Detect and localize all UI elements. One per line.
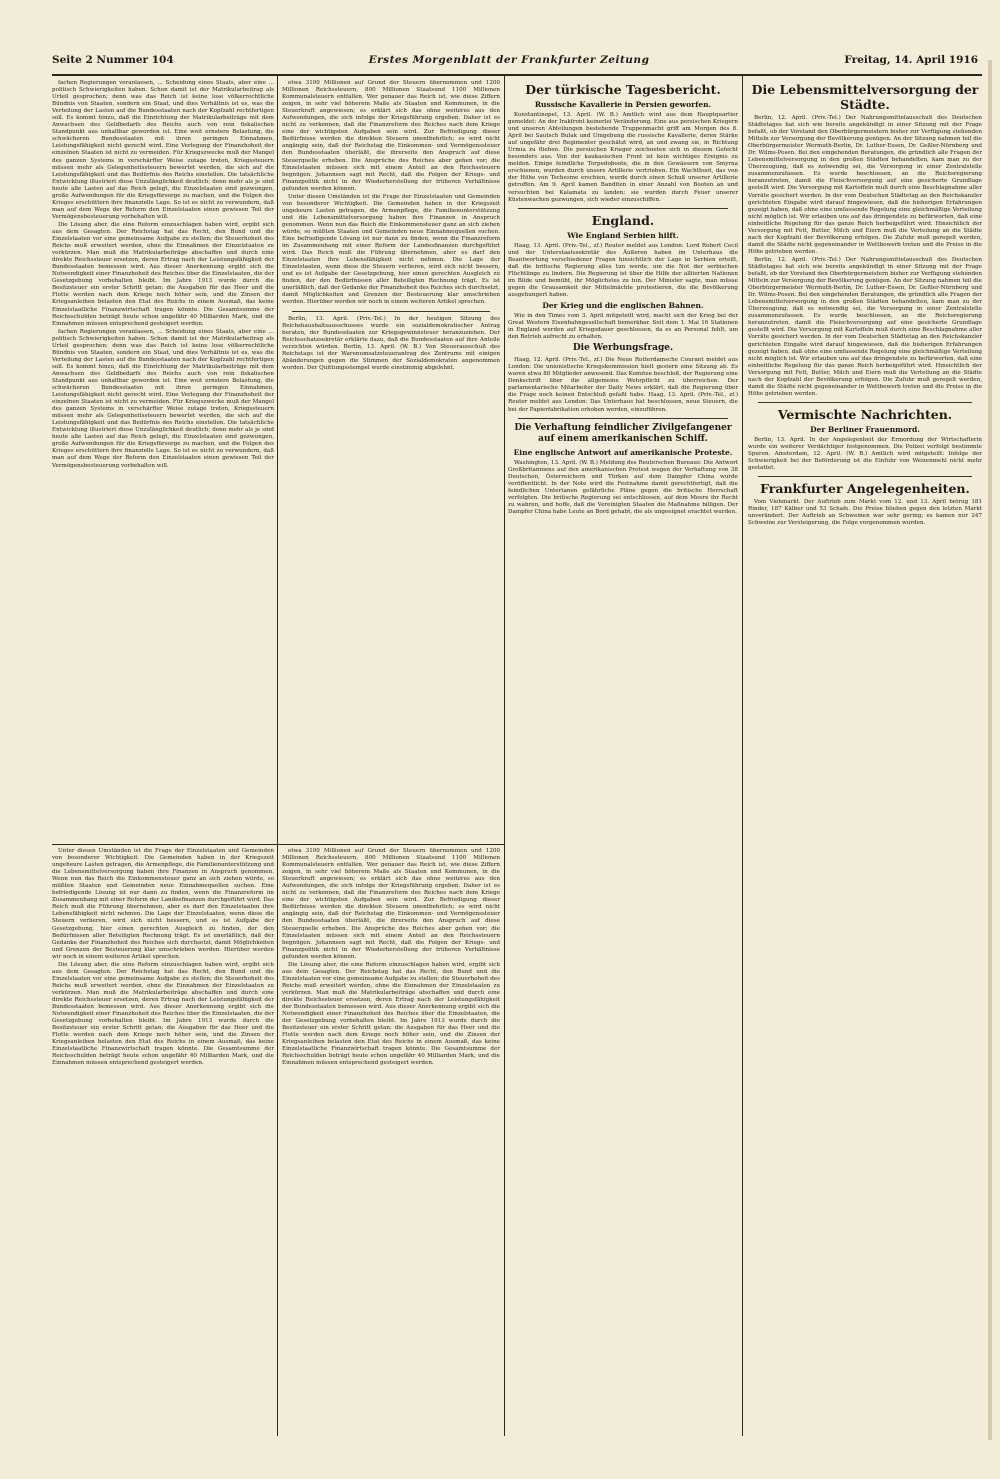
article-text: Vom Viehmarkt. Der Auftrieb zum Markt vom 12. und 13. April betrug 181 Rinder, 187 Kälber und 53 Schafe. Die Preise blieben gegen den letzten Markt unverändert. Der Auftrieb an Schweinen war sehr gering; es kamen nur 247 Schweine zur Versteigerung, die Folge vorgenommen wurden. bbox=[748, 499, 982, 527]
column-rule bbox=[742, 76, 743, 1436]
article-text: Wie in den Times vom 3. April mitgeteilt wird, macht sich der Krieg bei der Great Western Eisenbahngesellschaft bemerkbar. Seit dem 1. Mai 16 Stationen in England werden auf Kriegsdauer geschlossen, da es an Personal fehlt, um den Betrieb aufrecht zu erhalten. bbox=[508, 312, 738, 341]
headline-frankfurt: Frankfurter Angelegenheiten. bbox=[760, 481, 970, 497]
subheadline: Der Berliner Frauenmord. bbox=[810, 424, 920, 434]
headline-food-supply: Die Lebensmittelversorgung der Städte. bbox=[751, 82, 979, 112]
article-text: Berlin, 12. April. (Priv.-Tel.) Der Nahrungsmittelausschuß des Deutschen Städtetages hat sich wie bereits angekündigt in einer Sitzung mit der Frage befaßt, ob der Vorstand den Oberbürgermeistern bisher zur Verfügung stehenden Mitteln zur Versorgung der Bevölkerung genügen. An der Sitzung nahmen teil die Oberbürgermeister Wermuth-Berlin, Dr. Luther-Essen, Dr. Geßler-Nürnberg und Dr. Wilms-Posen. Bei den eingehenden Beratungen, die gründlich alle Fragen der Lebensmittelversorgung in den großen Städten behandelten, kam man zu der Überzeugung, daß es notwendig sei, die Versorgung in einer Zentralstelle zusammenzufassen. Es wurde beschlossen, an die Reichsregierung heranzutreten, damit die Fleischversorgung auf eine gesicherte Grundlage gestellt wird. Die Versorgung mit Kartoffeln muß durch eine Beschlagnahme aller Vorräte gesichert werden. In der vom Deutschen Städtetag an den Reichskanzler gerichteten Eingabe wird darauf hingewiesen, daß die bisherigen Erfahrungen gezeigt haben, daß ohne eine umfassende Regelung eine gleichmäßige Verteilung nicht möglich ist. Wir erlauben uns auf das dringendste zu befürworten, daß eine einheitliche Regelung für das ganze Reich herbeigeführt wird. Hinsichtlich der Versorgung mit Fett, Butter, Milch und Eiern muß die Verteilung an die Städte nach der Kopfzahl der Bevölkerung erfolgen. Die Zufuhr muß geregelt werden, damit die Städte nicht gegeneinander in Wettbewerb treten und die Preise in die Höhe getrieben werden. bbox=[748, 256, 982, 397]
subheadline: Russische Kavallerie in Persien geworfen. bbox=[534, 100, 712, 109]
subheadline: Wie England Serbien hilft. bbox=[567, 230, 679, 240]
column-3 bbox=[508, 80, 738, 1436]
article-text: Berlin, 12. April. (Priv.-Tel.) Der Nahrungsmittelausschuß des Deutschen Städtetages hat sich wie bereits angekündigt in einer Sitzung mit der Frage befaßt, ob der Vorstand den Oberbürgermeistern bisher zur Verfügung stehenden Mitteln zur Versorgung der Bevölkerung genügen. An der Sitzung nahmen teil die Oberbürgermeister Wermuth-Berlin, Dr. Luther-Essen, Dr. Geßler-Nürnberg und Dr. Wilms-Posen. Bei den eingehenden Beratungen, die gründlich alle Fragen der Lebensmittelversorgung in den großen Städten behandelten, kam man zu der Überzeugung, daß es notwendig sei, die Versorgung in einer Zentralstelle zusammenzufassen. Es wurde beschlossen, an die Reichsregierung heranzutreten, damit die Fleischversorgung auf eine gesicherte Grundlage gestellt wird. Die Versorgung mit Kartoffeln muß durch eine Beschlagnahme aller Vorräte gesichert werden. In der vom Deutschen Städtetag an den Reichskanzler gerichteten Eingabe wird darauf hingewiesen, daß die bisherigen Erfahrungen gezeigt haben, daß ohne eine umfassende Regelung eine gleichmäßige Verteilung nicht möglich ist. Wir erlauben uns auf das dringendste zu befürworten, daß eine einheitliche Regelung für das ganze Reich herbeigeführt wird. Hinsichtlich der Versorgung mit Fett, Butter, Milch und Eiern muß die Verteilung an die Städte nach der Kopfzahl der Bevölkerung erfolgen. Die Zufuhr muß geregelt werden, damit die Städte nicht gegeneinander in Wettbewerb treten und die Preise in die Höhe getrieben werden. bbox=[748, 115, 982, 255]
article-text: etwa 3100 Millionen auf Grund der Steuern übernommen und 1200 Millionen Reichssteuern, 800 Millionen Staatsund 1100 Millionen Kommunalsteuern entfallen. Wer genauer das Reich ist, wie diese Ziffern zeigen, in sehr viel höherem Maße als Staaten und Kommunen, in die Steuerkraft angewiesen; es erklärt sich das ohne weiteres aus den Aufwendungen, die sich infolge der Kriegsführung ergeben. Daher ist es nicht zu verkennen, daß die Finanzreform des Reiches nach dem Kriege eine der wichtigsten Aufgaben sein wird. Zur Befriedigung dieser Bedürfnisse werden die direkten Steuern unentbehrlich; es wird nicht angängig sein, daß der Reichstag die Einkommen- und Vermögenssteuer den Bundesstaaten überläßt, die ihrerseits den Anspruch auf diese Steuerquelle erheben. Die Ansprüche des Reiches aber gehen vor; die Einzelstaaten müssen sich mit einem Anteil an den Reichssteuern begnügen. Johannsen sagt mit Recht, daß die Folgen der Kriegs- und Finanzpolitik nicht in der Wiederherstellung der früheren Verhältnisse gefunden werden können. bbox=[282, 80, 500, 192]
article-text: fachen Regierungen veranlassen, ... Scheidung eines Staats, aber eine ... politisch Schwierigkeiten haben. Schon damit ist der Matrikularbeitrag als Urteil gesprochen; denn was das Reich ist keine lose völkerrechtliche Bündnis von Staaten, sondern ein Staat, und dies Verhältnis ist es, was die Verteilung der Lasten auf die Bundesstaaten nach der Kopfzahl rechtfertigen soll. Es kommt hinzu, daß die Einrichtung der Matrikularbeiträge mit dem Anwachsen des Geldbedarfs des Reichs auch von rein fiskalischen Standpunkt aus unhaltbar geworden ist. Eine weit ernstere Belastung, die schwächeren Bundesstaaten mit ihren geringen Einnahmen, Leistungsfähigkeit nicht gerecht wird. Eine Verlegung der Finanzhoheit der einzelnen Staaten ist nicht zu vermeiden. Für Kriegszwecke muß der Mangel des ganzen Systems in verschärfter Weise zutage treten, Kriegssteuern müssen mehr als Gelegenheitssteuern bewertet werden, die sich auf die Leistungsfähigkeit und das Bedürfnis des Reichs einstellen. Die tatsächliche Entwicklung illustriert diese Unzulänglichkeit deutlich; denn mehr als je sind heute alle Lasten auf das Reich gelegt, die Einzelstaaten sind gezwungen, große Aufwendungen für die Kriegsfürsorge zu machen, und die Folgen des Krieges erschüttern ihre finanzielle Lage. So ist es nicht zu verwundern, daß man auf dem Wege der Reform den Einzelstaaten einen gewissen Teil der Vermögensbesteuerung vorbehalten will. bbox=[52, 328, 274, 469]
article-text: Konstantinopel, 13. April. (W. B.) Amtlich wird aus dem Hauptquartier gemeldet: An der Irakfront keinerlei Veränderung. Eine aus persischen Kriegern und unseren Abteilungen bestehende Truppenmacht griff am Morgen des 8. April bei Sautsch Bulak und Umgebung die russische Kavallerie, deren Stärke auf ungefähr drei Regimenter geschätzt wird, an und zwang sie, in Richtung Urmia zu fliehen. Die persischen Krieger zeichneten sich in diesem Gefecht besonders aus. Von der kaukasischen Front ist kein wichtiges Ereignis zu melden. Einige feindliche Torpedoboote, die in den Gewässern von Smyrna erschienen, wurden durch unsere Artillerie vertrieben. Ein Wachtboot, das von der Höhe von Tschesme erschien, wurde durch einen Schuß unserer Artillerie getroffen. Am 9. April kamen Banditen in einer Anzahl von Booten an und versuchten bei Kalamata zu landen; sie wurden durch Feuer unserer Küstenwachen gezwungen, sich wieder einzuschiffen. bbox=[508, 112, 738, 203]
article-text: Die Lösung aber, die eine Reform einzuschlagen haben wird, ergibt sich aus dem Gesagten. Der Reichstag hat das Recht, den Bund und die Einzelstaaten vor eine gemeinsame Aufgabe zu stellen; die Steuerhoheit des Reichs muß erweitert werden, ohne die Einnahmen der Einzelstaaten zu verkürzen. Man muß die Matrikularbeiträge abschaffen und durch eine direkte Reichssteuer ersetzen, deren Ertrag nach der Leistungsfähigkeit der Bundesstaaten bemessen wird. Aus dieser Anerkennung ergibt sich die Notwendigkeit einer Finanzhoheit des Reiches über die Einzelstaaten, die der Gesetzgebung vorbehalten bleibt. Im Jahre 1913 wurde durch die Besitzsteuer ein erster Schritt getan; die Ausgaben für das Heer und die Flotte werden nach dem Kriege noch höher sein, und die Zinsen der Kriegsanleihen belasten den Etat des Reichs in einem Ausmaß, das keine Einzelstaatliche Finanzwirtschaft tragen könnte. Die Gesamtsumme der Reichsschulden beträgt heute schon ungefähr 40 Milliarden Mark, und die Einnahmen müssen entsprechend gesteigert werden. bbox=[52, 221, 274, 327]
subheadline: Der Krieg und die englischen Bahnen. bbox=[542, 300, 704, 310]
article-text: Die Lösung aber, die eine Reform einzuschlagen haben wird, ergibt sich aus dem Gesagten. Der Reichstag hat das Recht, den Bund und die Einzelstaaten vor eine gemeinsame Aufgabe zu stellen; die Steuerhoheit des Reichs muß erweitert werden, ohne die Einnahmen der Einzelstaaten zu verkürzen. Man muß die Matrikularbeiträge abschaffen und durch eine direkte Reichssteuer ersetzen, deren Ertrag nach der Leistungsfähigkeit der Bundesstaaten bemessen wird. Aus dieser Anerkennung ergibt sich die Notwendigkeit einer Finanzhoheit des Reiches über die Einzelstaaten, die der Gesetzgebung vorbehalten bleibt. Im Jahre 1913 wurde durch die Besitzsteuer ein erster Schritt getan; die Ausgaben für das Heer und die Flotte werden nach dem Kriege noch höher sein, und die Zinsen der Kriegsanleihen belasten den Etat des Reichs in einem Ausmaß, das keine Einzelstaatliche Finanzwirtschaft tragen könnte. Die Gesamtsumme der Reichsschulden beträgt heute schon ungefähr 40 Milliarden Mark, und die Einnahmen müssen entsprechend gesteigert werden. bbox=[282, 961, 500, 1067]
article-text: Die Lösung aber, die eine Reform einzuschlagen haben wird, ergibt sich aus dem Gesagten. Der Reichstag hat das Recht, den Bund und die Einzelstaaten vor eine gemeinsame Aufgabe zu stellen; die Steuerhoheit des Reichs muß erweitert werden, ohne die Einnahmen der Einzelstaaten zu verkürzen. Man muß die Matrikularbeiträge abschaffen und durch eine direkte Reichssteuer ersetzen, deren Ertrag nach der Leistungsfähigkeit der Bundesstaaten bemessen wird. Aus dieser Anerkennung ergibt sich die Notwendigkeit einer Finanzhoheit des Reiches über die Einzelstaaten, die der Gesetzgebung vorbehalten bleibt. Im Jahre 1913 wurde durch die Besitzsteuer ein erster Schritt getan; die Ausgaben für das Heer und die Flotte werden nach dem Kriege noch höher sein, und die Zinsen der Kriegsanleihen belasten den Etat des Reichs in einem Ausmaß, das keine Einzelstaatliche Finanzwirtschaft tragen könnte. Die Gesamtsumme der Reichsschulden beträgt heute schon ungefähr 40 Milliarden Mark, und die Einnahmen müssen entsprechend gesteigert werden. bbox=[52, 961, 274, 1067]
page-number: Seite 2 Nummer 104 bbox=[52, 54, 174, 66]
column-rule bbox=[277, 76, 278, 1436]
page-edge-shadow bbox=[988, 60, 992, 1440]
column-rule bbox=[504, 76, 505, 1436]
subheadline: Eine englische Antwort auf amerikanische Proteste. bbox=[513, 447, 733, 457]
article-text: fachen Regierungen veranlassen, ... Scheidung eines Staats, aber eine ... politisch Schwierigkeiten haben. Schon damit ist der Matrikularbeitrag als Urteil gesprochen; denn was das Reich ist keine lose völkerrechtliche Bündnis von Staaten, sondern ein Staat, und dies Verhältnis ist es, was die Verteilung der Lasten auf die Bundesstaaten nach der Kopfzahl rechtfertigen soll. Es kommt hinzu, daß die Einrichtung der Matrikularbeiträge mit dem Anwachsen des Geldbedarfs des Reichs auch von rein fiskalischen Standpunkt aus unhaltbar geworden ist. Eine weit ernstere Belastung, die schwächeren Bundesstaaten mit ihren geringen Einnahmen, Leistungsfähigkeit nicht gerecht wird. Eine Verlegung der Finanzhoheit der einzelnen Staaten ist nicht zu vermeiden. Für Kriegszwecke muß der Mangel des ganzen Systems in verschärfter Weise zutage treten, Kriegssteuern müssen mehr als Gelegenheitssteuern bewertet werden, die sich auf die Leistungsfähigkeit und das Bedürfnis des Reichs einstellen. Die tatsächliche Entwicklung illustriert diese Unzulänglichkeit deutlich; denn mehr als je sind heute alle Lasten auf das Reich gelegt, die Einzelstaaten sind gezwungen, große Aufwendungen für die Kriegsfürsorge zu machen, und die Folgen des Krieges erschüttern ihre finanzielle Lage. So ist es nicht zu verwundern, daß man auf dem Wege der Reform den Einzelstaaten einen gewissen Teil der Vermögensbesteuerung vorbehalten will. bbox=[52, 80, 274, 220]
headline-miscellaneous: Vermischte Nachrichten. bbox=[777, 406, 953, 422]
feuilleton-right bbox=[282, 848, 500, 1436]
column-2 bbox=[282, 80, 500, 840]
column-4 bbox=[748, 80, 982, 1436]
divider bbox=[758, 476, 972, 477]
divider bbox=[518, 418, 728, 419]
divider bbox=[518, 208, 728, 209]
newspaper-title: Erstes Morgenblatt der Frankfurter Zeitung bbox=[368, 54, 650, 66]
subheadline: Die Werbungsfrage. bbox=[572, 343, 674, 354]
issue-date: Freitag, 14. April 1916 bbox=[844, 54, 978, 66]
divider bbox=[758, 402, 972, 403]
headline-turkish-report: Der türkische Tagesbericht. bbox=[525, 82, 721, 97]
feuilleton-left bbox=[52, 848, 274, 1436]
divider bbox=[292, 311, 490, 312]
article-text: Berlin, 13. April. In der Angelegenheit der Ermordung der Wirtschafterin wurde ein weiterer Verdächtiger festgenommen. Die Polizei verfolgt bestimmte Spuren. Amsterdam, 12. April. (W. B.) Amtlich wird mitgeteilt: Infolge der Schwierigkeit bei der Beförderung ist die Einfuhr von Weizenmehl nicht mehr gestattet. bbox=[748, 436, 982, 472]
news-item: Berlin, 13. April. (Priv.-Tel.) In der heutigen Sitzung des Reichshaushaltsausschusses wurde ein sozialdemokratischer Antrag beraten, der Bundesstaaten zur Kriegsgewinnsteuer heranzuziehen. Der Reichsschatzsekretär erklärte dazu, daß die Bundesstaaten auf ihre Anteile verzichten würden. Berlin, 13. April. (W. B.) Von Steuerausschuß des Reichstags ist der Warenumsatzsteuerantrag des Zentrums mit einigen Abänderungen gegen die Stimmen der Sozialdemokraten angenommen worden. Der Quittungsstempel wurde einstimmig abgelehnt. bbox=[282, 315, 500, 371]
article-text: Washington, 13. April. (W. B.) Meldung des Reuterschen Bureaus: Die Antwort Großbritanniens auf den amerikanischen Protest wegen der Verhaftung von 38 Deutschen, Österreichern und Türken auf dem Dampfer China wurde veröffentlicht. In der Note wird die Festnahme damit gerechtfertigt, daß die feindlichen Untertanen gefährliche Pläne gegen die britische Herrschaft verfolgten. Die britische Regierung sei entschlossen, auf dem Meere ihr Recht zu wahren, und hoffe, daß die Vereinigten Staaten die Maßnahme billigen. Der Dampfer China habe Leute an Bord gehabt, die als ungeeignet erachtet wurden. bbox=[508, 459, 738, 515]
headline-england: England. bbox=[591, 212, 655, 228]
article-text: etwa 3100 Millionen auf Grund der Steuern übernommen und 1200 Millionen Reichssteuern, 800 Millionen Staatsund 1100 Millionen Kommunalsteuern entfallen. Wer genauer das Reich ist, wie diese Ziffern zeigen, in sehr viel höherem Maße als Staaten und Kommunen, in die Steuerkraft angewiesen; es erklärt sich das ohne weiteres aus den Aufwendungen, die sich infolge der Kriegsführung ergeben. Daher ist es nicht zu verkennen, daß die Finanzreform des Reiches nach dem Kriege eine der wichtigsten Aufgaben sein wird. Zur Befriedigung dieser Bedürfnisse werden die direkten Steuern unentbehrlich; es wird nicht angängig sein, daß der Reichstag die Einkommen- und Vermögenssteuer den Bundesstaaten überläßt, die ihrerseits den Anspruch auf diese Steuerquelle erheben. Die Ansprüche des Reiches aber gehen vor; die Einzelstaaten müssen sich mit einem Anteil an den Reichssteuern begnügen. Johannsen sagt mit Recht, daß die Folgen der Kriegs- und Finanzpolitik nicht in der Wiederherstellung der früheren Verhältnisse gefunden werden können. bbox=[282, 848, 500, 960]
article-text: Haag, 12. April. (Priv.-Tel., zf.) Die Neue Rotterdamsche Courant meldet aus London: Die unionistische Kriegskommission hielt gestern eine Sitzung ab. Es waren etwa 80 Mitglieder anwesend. Das Komitee beschloß, der Regierung eine Denkschrift über die allgemeine Wehrpflicht zu überreichen. Der parlamentarische Mitarbeiter der Daily News erklärt, daß die Regierung über die Frage noch keinen Entschluß gefaßt habe. Haag, 13. April. (Priv.-Tel., zf.) Reuter meldet aus London: Das Unterhaus hat beschlossen, neue Steuern, die bei der Papierfabrikation erhoben werden, einzuführen. bbox=[508, 357, 738, 413]
article-text: Haag, 13. April. (Priv.-Tel., zf.) Reuter meldet aus London: Lord Robert Cecil und der Unterstaatssekretär des Äußeren haben im Unterhaus die Beantwortung verschiedener Fragen hinsichtlich der Lage in Serbien erteilt, daß die britische Regierung alles tun werde, um die Not der serbischen Flüchtlinge zu lindern. Die Regierung ist über die Hilfe der alliierten Nationen im Bilde und bemüht, ihr Möglichstes zu tun. Der Minister sagte, man müsse gegen die Grausamkeit der Mittelmächte protestieren, die die Bevölkerung ausgehungert haben. bbox=[508, 242, 738, 298]
article-text: Unter diesen Umständen ist die Frage der Einzelstaaten und Gemeinden von besonderer Wichtigkeit. Die Gemeinden haben in der Kriegszeit ungeheure Lasten getragen, die Armenpflege, die Familienunterstützung und die Lebensmittelversorgung haben ihre Finanzen in Anspruch genommen. Wenn nun das Reich die Einkommensteuer ganz an sich ziehen würde, so müßten Staaten und Gemeinden neue Einnahmequellen suchen. Eine befriedigende Lösung ist nur dann zu finden, wenn die Finanzreform im Zusammenhang mit einer Reform der Landesfinanzen durchgeführt wird. Das Reich muß die Führung übernehmen, aber es darf den Einzelstaaten ihre Lebensfähigkeit nicht nehmen. Die Lage der Einzelstaaten, wenn diese die Steuern verlieren, wird sich nicht bessern, und es ist Aufgabe der Gesetzgebung, hier einen gerechten Ausgleich zu finden, der den Bedürfnissen aller Beteiligten Rechnung trägt. Es ist unerläßlich, daß der Gedanke der Finanzhoheit des Reiches sich durchsetzt, damit Möglichkeiten und Grenzen der Besteuerung klar umschrieben werden. Hierüber werden wir noch in einem weiteren Artikel sprechen. bbox=[52, 848, 274, 960]
top-rule bbox=[52, 74, 982, 76]
masthead bbox=[52, 54, 978, 74]
article-text: Unter diesen Umständen ist die Frage der Einzelstaaten und Gemeinden von besonderer Wichtigkeit. Die Gemeinden haben in der Kriegszeit ungeheure Lasten getragen, die Armenpflege, die Familienunterstützung und die Lebensmittelversorgung haben ihre Finanzen in Anspruch genommen. Wenn nun das Reich die Einkommensteuer ganz an sich ziehen würde, so müßten Staaten und Gemeinden neue Einnahmequellen suchen. Eine befriedigende Lösung ist nur dann zu finden, wenn die Finanzreform im Zusammenhang mit einer Reform der Landesfinanzen durchgeführt wird. Das Reich muß die Führung übernehmen, aber es darf den Einzelstaaten ihre Lebensfähigkeit nicht nehmen. Die Lage der Einzelstaaten, wenn diese die Steuern verlieren, wird sich nicht bessern, und es ist Aufgabe der Gesetzgebung, hier einen gerechten Ausgleich zu finden, der den Bedürfnissen aller Beteiligten Rechnung trägt. Es ist unerläßlich, daß der Gedanke der Finanzhoheit des Reiches sich durchsetzt, damit Möglichkeiten und Grenzen der Besteuerung klar umschrieben werden. Hierüber werden wir noch in einem weiteren Artikel sprechen. bbox=[282, 193, 500, 306]
headline-civil-prisoners: Die Verhaftung feindlicher Zivilgefangener auf einem amerikanischen Schiff. bbox=[514, 422, 732, 444]
